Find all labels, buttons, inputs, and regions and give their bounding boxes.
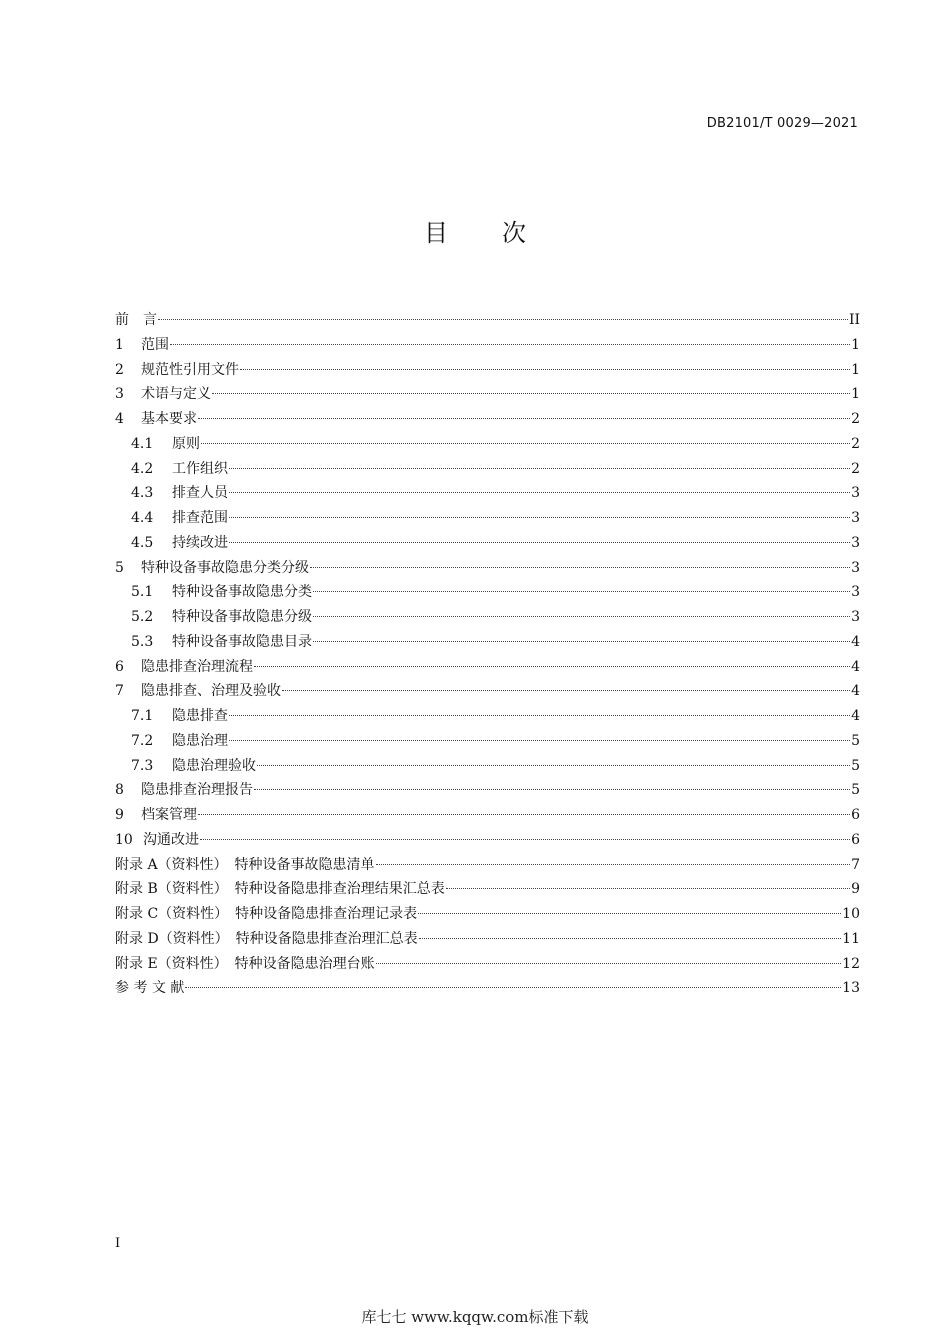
toc-entry-page-number: 3 [851,510,860,526]
toc-entry-label: 范围 [141,336,169,353]
toc-entry[interactable] [115,531,860,556]
toc-entry[interactable] [115,432,860,457]
toc-entry-page-number: 10 [842,906,860,922]
toc-entry-label: 原则 [172,435,200,452]
toc-entry-page-number: 6 [851,831,860,848]
toc-entry[interactable] [115,729,860,754]
toc-entry-number: 8 [115,782,124,799]
toc-entry[interactable] [115,952,860,977]
toc-dot-leader [229,517,850,518]
toc-entry[interactable] [115,704,860,729]
toc-entry-label: 附录 E（资料性） 特种设备隐患治理台账 [115,955,375,972]
toc-entry[interactable] [115,358,860,383]
page-title [0,213,950,248]
toc-entry[interactable] [115,803,860,828]
toc-entry[interactable] [115,308,860,333]
toc-dot-leader [310,567,850,568]
toc-entry-number: 5 [115,559,124,576]
toc-entry-page-number: 4 [851,633,860,650]
toc-entry-number: 4 [115,411,124,427]
toc-dot-leader [313,616,850,617]
toc-entry[interactable] [115,580,860,605]
toc-dot-leader [198,418,850,419]
toc-dot-leader [313,591,850,592]
toc-entry[interactable] [115,556,860,581]
toc-entry-number: 4.2 [131,460,154,477]
toc-entry-label: 工作组织 [172,460,228,477]
toc-entry-page-number: 5 [851,732,860,749]
toc-entry-label: 特种设备事故隐患目录 [172,633,312,650]
title-char-2: 次 [502,219,526,247]
toc-entry-label: 隐患排查治理流程 [141,658,253,675]
toc-entry-page-number: 3 [851,609,860,625]
toc-entry-page-number: 13 [842,980,860,997]
toc-entry-page-number: 12 [842,955,860,972]
toc-dot-leader [158,319,848,320]
toc-entry-page-number: 2 [851,460,860,477]
toc-entry-number: 5.3 [131,633,154,650]
toc-entry-label: 隐患治理验收 [172,757,256,774]
toc-dot-leader [418,913,841,914]
toc-entry-page-number: II [848,312,860,328]
toc-entry-number: 6 [115,658,124,675]
watermark-text: 库七七 www.kqqw.com标准下载 [361,1308,589,1326]
toc-entry[interactable] [115,976,860,1001]
toc-entry-number: 7 [115,683,124,700]
toc-entry-page-number: 4 [851,708,860,724]
toc-dot-leader [200,839,850,840]
toc-entry[interactable] [115,877,860,902]
toc-entry-label: 沟通改进 [143,831,199,848]
toc-entry-page-number: 11 [842,930,860,947]
toc-dot-leader [376,864,851,865]
toc-dot-leader [185,987,841,988]
toc-entry-page-number: 9 [851,881,860,898]
toc-entry-number: 5.2 [131,609,154,625]
toc-entry-label: 术语与定义 [141,386,211,403]
toc-dot-leader [257,765,850,766]
toc-entry-number: 10 [115,831,133,848]
toc-entry-label: 特种设备事故隐患分类 [172,584,312,601]
toc-entry-page-number: 1 [851,336,860,353]
toc-dot-leader [229,740,850,741]
toc-entry-number: 5.1 [131,584,154,601]
toc-dot-leader [254,789,850,790]
toc-entry[interactable] [115,407,860,432]
toc-entry-page-number: 6 [851,807,860,823]
toc-entry[interactable] [115,605,860,630]
toc-entry[interactable] [115,382,860,407]
toc-entry[interactable] [115,679,860,704]
toc-entry-page-number: 4 [851,683,860,700]
toc-entry-label: 排查范围 [172,510,228,526]
toc-entry[interactable] [115,506,860,531]
toc-entry-page-number: 1 [851,361,860,378]
toc-entry-number: 4.5 [131,534,154,551]
toc-entry-number: 4.1 [131,435,154,452]
toc-entry-number: 2 [115,361,124,378]
toc-entry-page-number: 5 [851,757,860,774]
toc-dot-leader [229,715,850,716]
toc-entry-page-number: 4 [851,658,860,675]
toc-entry[interactable] [115,828,860,853]
toc-entry-label: 隐患排查、治理及验收 [141,683,281,700]
toc-dot-leader [229,468,850,469]
toc-entry-label: 持续改进 [172,534,228,551]
toc-entry-number: 3 [115,386,124,403]
toc-entry[interactable] [115,902,860,927]
toc-dot-leader [229,542,850,543]
toc-entry-label: 特种设备事故隐患分类分级 [141,559,309,576]
toc-entry-number: 7.1 [131,708,154,724]
toc-dot-leader [313,641,850,642]
toc-entry-label: 附录 D（资料性） 特种设备隐患排查治理汇总表 [115,930,418,947]
toc-dot-leader [376,963,842,964]
table-of-contents [115,308,860,1001]
toc-dot-leader [212,393,850,394]
toc-entry-number: 9 [115,807,124,823]
toc-entry-number: 7.2 [131,732,154,749]
toc-dot-leader [446,888,850,889]
document-code: DB2101/T 0029—2021 [706,116,858,131]
toc-entry-page-number: 7 [851,856,860,873]
toc-entry-page-number: 2 [851,435,860,452]
toc-entry[interactable] [115,457,860,482]
toc-entry-number: 7.3 [131,757,154,774]
toc-entry-label: 参 考 文 献 [115,980,185,997]
toc-entry[interactable] [115,655,860,680]
toc-entry-page-number: 3 [851,584,860,601]
toc-entry-label: 前 言 [115,312,157,328]
toc-entry[interactable] [115,927,860,952]
toc-entry-number: 4.3 [131,485,154,502]
toc-entry-number: 4.4 [131,510,154,526]
toc-entry-page-number: 5 [851,782,860,799]
toc-entry-label: 特种设备事故隐患分级 [172,609,312,625]
toc-entry-label: 附录 C（资料性） 特种设备隐患排查治理记录表 [115,906,418,922]
toc-entry[interactable] [115,853,860,878]
toc-dot-leader [282,690,850,691]
toc-entry-page-number: 3 [851,559,860,576]
toc-entry[interactable] [115,481,860,506]
toc-entry-label: 附录 A（资料性） 特种设备事故隐患清单 [115,856,375,873]
toc-dot-leader [198,814,850,815]
toc-entry-label: 隐患治理 [172,732,228,749]
toc-entry[interactable] [115,778,860,803]
toc-entry[interactable] [115,333,860,358]
toc-entry-label: 附录 B（资料性） 特种设备隐患排查治理结果汇总表 [115,881,445,898]
toc-dot-leader [254,666,850,667]
title-char-1: 目 [424,219,448,247]
toc-dot-leader [170,344,850,345]
toc-entry-label: 规范性引用文件 [141,361,239,378]
toc-dot-leader [201,443,850,444]
toc-dot-leader [229,492,850,493]
toc-entry-number: 1 [115,336,124,353]
toc-entry-label: 基本要求 [141,411,197,427]
toc-entry[interactable] [115,630,860,655]
toc-entry-label: 隐患排查治理报告 [141,782,253,799]
toc-dot-leader [419,938,841,939]
toc-entry[interactable] [115,754,860,779]
toc-entry-label: 排查人员 [172,485,228,502]
toc-entry-page-number: 3 [851,534,860,551]
toc-entry-label: 隐患排查 [172,708,228,724]
toc-entry-label: 档案管理 [141,807,197,823]
toc-entry-page-number: 2 [851,411,860,427]
page-folio: I [115,1236,121,1251]
toc-dot-leader [240,369,850,370]
toc-entry-page-number: 1 [851,386,860,403]
toc-entry-page-number: 3 [851,485,860,502]
